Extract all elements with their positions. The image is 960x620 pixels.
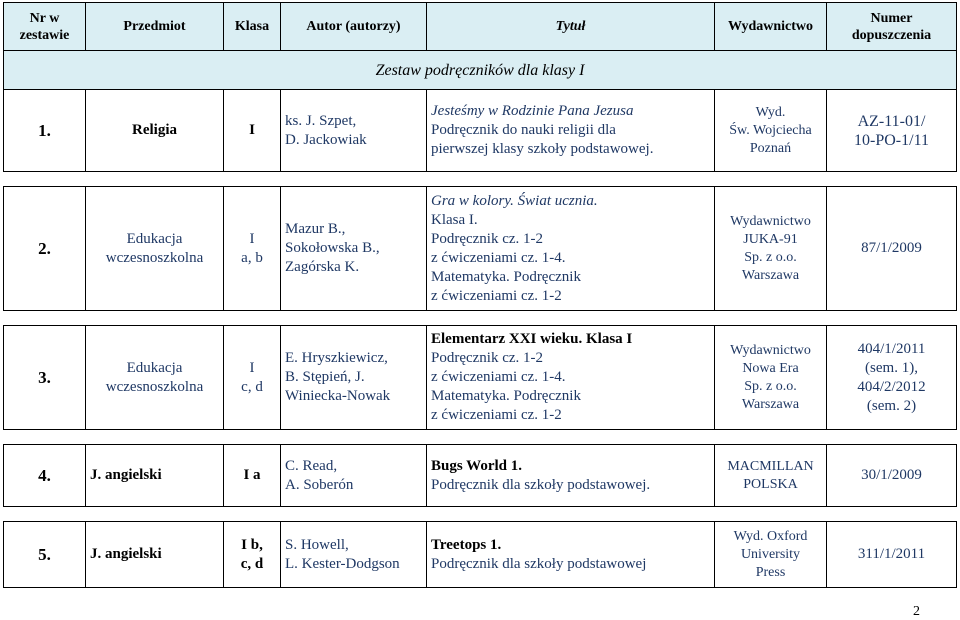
approval-number-cell: 30/1/2009 bbox=[827, 445, 957, 507]
section-row bbox=[4, 51, 957, 90]
row-number: 2. bbox=[4, 187, 86, 311]
table-row bbox=[4, 445, 957, 507]
title-cell: Treetops 1. Podręcznik dla szkoły podstawowej bbox=[427, 522, 715, 588]
page-number: 2 bbox=[913, 604, 920, 619]
row-number: 5. bbox=[4, 522, 86, 588]
author-cell: Mazur B., Sokołowska B., Zagórska K. bbox=[281, 187, 427, 311]
class-cell: I b, c, d bbox=[224, 522, 281, 588]
publisher-cell: Wyd. Św. Wojciecha Poznań bbox=[715, 90, 827, 172]
table-row bbox=[4, 187, 957, 311]
header-title: Tytuł bbox=[427, 3, 715, 51]
table-row bbox=[4, 522, 957, 588]
header-row bbox=[4, 3, 957, 51]
title-cell: Jesteśmy w Rodzinie Pana Jezusa Podręcznik do nauki religii dla pierwszej klasy szkoły podstawowej. bbox=[427, 90, 715, 172]
author-cell: ks. J. Szpet, D. Jackowiak bbox=[281, 90, 427, 172]
header-publisher: Wydawnictwo bbox=[715, 3, 827, 51]
approval-number-cell: 404/1/2011 (sem. 1), 404/2/2012 (sem. 2) bbox=[827, 326, 957, 430]
header-subject: Przedmiot bbox=[86, 3, 224, 51]
table-row bbox=[4, 326, 957, 430]
publisher-cell: Wydawnictwo Nowa Era Sp. z o.o. Warszawa bbox=[715, 326, 827, 430]
class-cell: I bbox=[224, 90, 281, 172]
class-cell: I a, b bbox=[224, 187, 281, 311]
textbook-table bbox=[3, 2, 957, 588]
subject-cell: Edukacja wczesnoszkolna bbox=[86, 187, 224, 311]
title-cell: Gra w kolory. Świat ucznia. Klasa I. Podręcznik cz. 1-2 z ćwiczeniami cz. 1-4. Matematyka. Podręcznik z ćwiczeniami cz. 1-2 bbox=[427, 187, 715, 311]
subject-cell: Religia bbox=[86, 90, 224, 172]
title-cell: Bugs World 1. Podręcznik dla szkoły podstawowej. bbox=[427, 445, 715, 507]
row-number: 1. bbox=[4, 90, 86, 172]
class-cell: I a bbox=[224, 445, 281, 507]
author-cell: C. Read, A. Soberón bbox=[281, 445, 427, 507]
title-cell: Elementarz XXI wieku. Klasa I Podręcznik cz. 1-2 z ćwiczeniami cz. 1-4. Matematyka. Podręcznik z ćwiczeniami cz. 1-2 bbox=[427, 326, 715, 430]
subject-cell: Edukacja wczesnoszkolna bbox=[86, 326, 224, 430]
row-number: 3. bbox=[4, 326, 86, 430]
approval-number-cell: 87/1/2009 bbox=[827, 187, 957, 311]
approval-number-cell: AZ-11-01/ 10-PO-1/11 bbox=[827, 90, 957, 172]
section-title: Zestaw podręczników dla klasy I bbox=[4, 51, 957, 90]
table-row bbox=[4, 90, 957, 172]
approval-number-cell: 311/1/2011 bbox=[827, 522, 957, 588]
publisher-cell: MACMILLAN POLSKA bbox=[715, 445, 827, 507]
publisher-cell: Wydawnictwo JUKA-91 Sp. z o.o. Warszawa bbox=[715, 187, 827, 311]
publisher-cell: Wyd. Oxford University Press bbox=[715, 522, 827, 588]
author-cell: E. Hryszkiewicz, B. Stępień, J. Winiecka-Nowak bbox=[281, 326, 427, 430]
header-nr: Nr w zestawie bbox=[4, 3, 86, 51]
class-cell: I c, d bbox=[224, 326, 281, 430]
header-number: Numer dopuszczenia bbox=[827, 3, 957, 51]
author-cell: S. Howell, L. Kester-Dodgson bbox=[281, 522, 427, 588]
header-author: Autor (autorzy) bbox=[281, 3, 427, 51]
header-class: Klasa bbox=[224, 3, 281, 51]
subject-cell: J. angielski bbox=[86, 522, 224, 588]
subject-cell: J. angielski bbox=[86, 445, 224, 507]
row-number: 4. bbox=[4, 445, 86, 507]
